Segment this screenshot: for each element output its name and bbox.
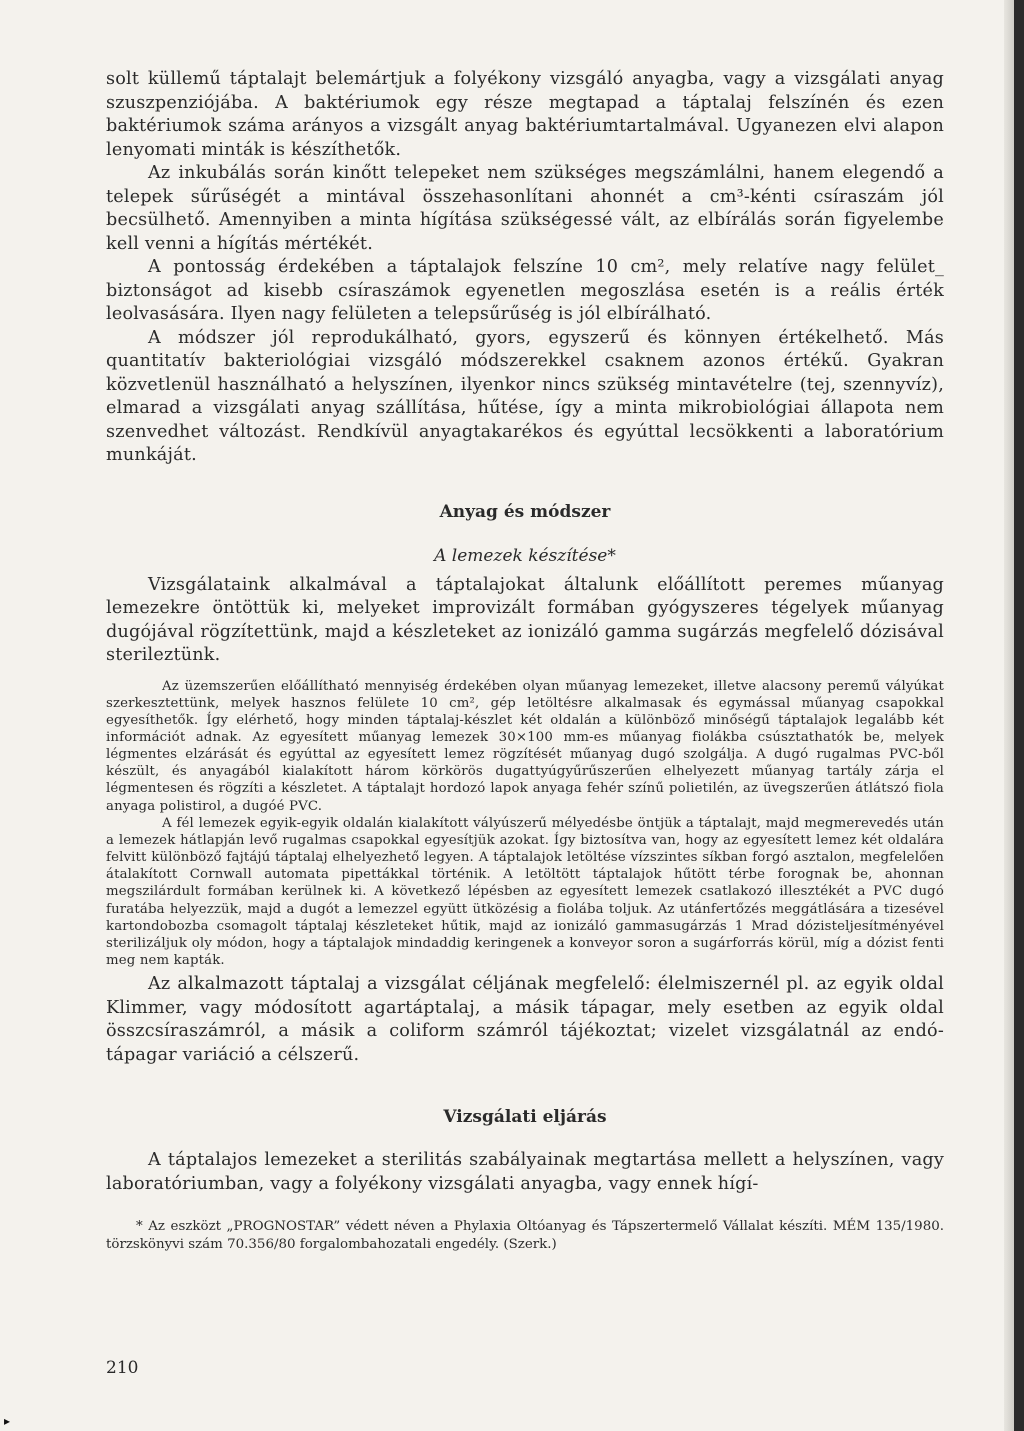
section-heading-eljaras: Vizsgálati eljárás: [443, 1107, 607, 1128]
taptalaj-paragraph: Az alkalmazott táptalaj a vizsgálat céljának megfelelő: élelmiszernél pl. az egyik oldal Klimmer, vagy módosított agartáptalaj, a másik tápagar, mely esetben az egyik oldal összcsíraszámról, a másik a coliform számról tájékoztat; vizelet vizsgálatnál az endó-tápagar variáció a célszerű.: [106, 974, 944, 1065]
small-paragraph-2: A fél lemezek egyik-egyik oldalán kialakított vályúszerű mélyedésbe öntjük a táptalajt, majd megmerevedés után a lemezek hátlapján levő rugalmas csapokkal egyesítjük azokat. Így biztosítva van, hogy az egyesített lemez két oldalára felvitt különböző fajtájú táptalaj elhelyezhető legyen. A táptalajok letöltése vízszintes síkban forgó asztalon, megfelelően átalakított Cornwall automata pipettákkal történik. A letöltött táptalajok hűtött térbe forognak be, ahonnan megszilárdult formában kerülnek ki. A következő lépésben az egyesített lemezek csatlakozó illesztékét a PVC dugó furatába helyezzük, majd a dugót a lemezzel együtt ütközésig a fiolába toljuk. Az utánfertőzés meggátlására a tizesével kartondobozba csomagolt táptalaj készleteket hűtik, majd az ionizáló gammasugárzás 1 Mrad dózisteljesítményével sterilizáljuk oly módon, hogy a táptalajok mindaddig keringenek a konveyor soron a sugárforrás körül, míg a dózist fenti meg nem kapták.: [106, 815, 944, 968]
section-heading-anyag: Anyag és módszer: [439, 501, 611, 522]
lemezek-paragraph: Vizsgálataink alkalmával a táptalajokat általunk előállított peremes műanyag lemezekre öntöttük ki, melyeket improvizált formában gyógyszeres tégelyek műanyag dugójával rögzítettünk, majd a készleteket az ionizáló gamma sugárzás megfelelő dózisával sterileztünk.: [106, 574, 944, 665]
intro-paragraph-3: A pontosság érdekében a táptalajok felszíne 10 cm², mely relatíve nagy felület_ biztonságot ad kisebb csíraszámok egyenetlen megoszlása esetén is a reális érték leolvasására. Ilyen nagy felületen a telepsűrűség is jól elbírálható.: [106, 257, 944, 324]
intro-paragraph-2: Az inkubálás során kinőtt telepeket nem szükséges megszámlálni, hanem elegendő a telepek sűrűségét a mintával összehasonlítani ahonnét a cm³-kénti csíraszám jól becsülhető. Amennyiben a minta hígítása szükségessé vált, az elbírálás során figyelembe kell venni a hígítás mértékét.: [106, 163, 944, 254]
intro-paragraph-4: A módszer jól reprodukálható, gyors, egyszerű és könnyen értékelhető. Más quantitatív bakteriológiai vizsgáló módszerekkel csaknem azonos értékű. Gyakran közvetlenül használható a helyszínen, ilyenkor nincs szükség mintavételre (tej, szennyvíz), elmarad a vizsgálati anyag szállítása, hűtése, így a minta mikrobiológiai állapota nem szenvedhet változást. Rendkívül anyagtakarékos és egyúttal lecsökkenti a laboratórium munkáját.: [106, 327, 944, 465]
eljaras-paragraph: A táptalajos lemezeket a sterilitás szabályainak megtartása mellett a helyszínen, vagy laboratóriumban, vagy a folyékony vizsgálati anyagba, vagy ennek hígí-: [106, 1150, 944, 1194]
footnote: * Az eszközt „PROGNOSTAR” védett néven a Phylaxia Oltóanyag és Tápszertermelő Vállalat készíti. MÉM 135/1980. törzskönyvi szám 70.356/80 forgalombahozatali engedély. (Szerk.): [106, 1219, 944, 1253]
page-number: 210: [106, 1358, 139, 1378]
page-content: [106, 68, 944, 1254]
corner-mark: ▸: [4, 1414, 11, 1428]
intro-paragraph-1: solt küllemű táptalajt belemártjuk a folyékony vizsgáló anyagba, vagy a vizsgálati anyag szuszpenziójába. A baktériumok egy része megtapad a táptalaj felszínén és ezen baktériumok száma arányos a vizsgált anyag baktériumtartalmával. Ugyanezen elvi alapon lenyomati minták is készíthetők.: [106, 69, 944, 160]
page-edge-shadow: [1004, 0, 1014, 1431]
small-paragraph-1: Az üzemszerűen előállítható mennyiség érdekében olyan műanyag lemezeket, illetve alacsony peremű vályúkat szerkesztettünk, melyek hasznos felülete 10 cm², gép letöltésre alkalmasak és egymással műanyag csapokkal egyesíthetők. Így elérhető, hogy minden táptalaj-készlet két oldalán a különböző minőségű táptalajok legalább két információt adnak. Az egyesített műanyag lemezek 30×100 mm-es műanyag fiolákba csúsztathatók be, melyek légmentes elzárását és egyúttal az egyesített lemez rögzítését műanyag dugó szolgálja. A dugó rugalmas PVC-ből készült, és anyagából kialakított három körkörös dugattyúgyűrűszerűen elhelyezett műanyag tartály zárja el légmentesen és rögzíti a készletet. A táptalajt hordozó lapok anyaga fehér színű polietilén, az üvegszerűen átlátszó fiola anyaga polistirol, a dugóé PVC.: [106, 678, 944, 814]
subsection-heading-lemezek: A lemezek készítése*: [434, 545, 616, 566]
